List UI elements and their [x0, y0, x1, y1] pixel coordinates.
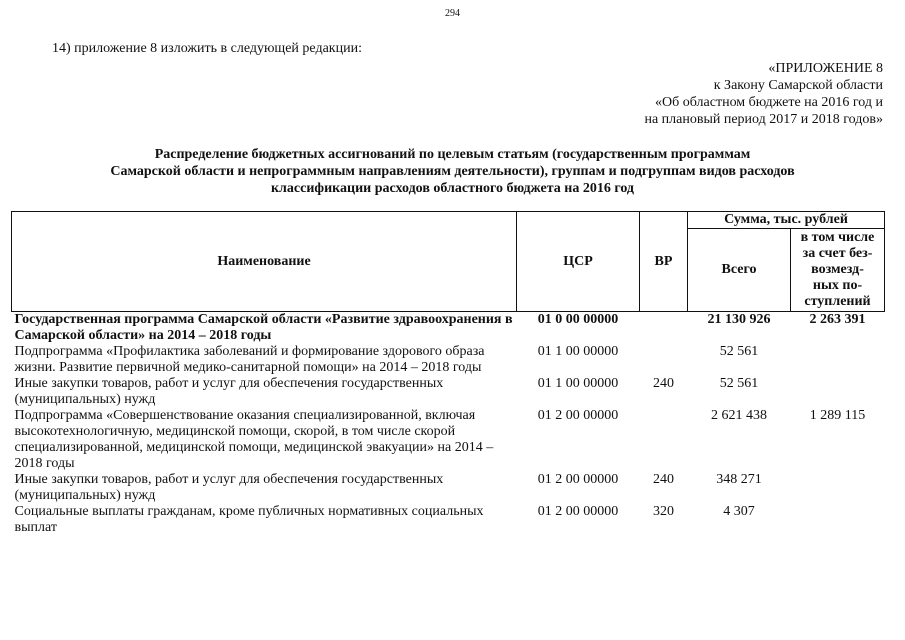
header-incl [791, 229, 885, 312]
cell-vr: 320 [653, 504, 674, 519]
cell-vr [640, 344, 688, 376]
cell-name: Подпрограмма «Профилактика заболеваний и формирование здорового образа жизни. Развитие первичной медико-санитарной помощи» на 2014 – 2018 годы [14, 344, 485, 375]
appendix-header [503, 60, 883, 128]
header-incl-line: ных по- [812, 278, 863, 293]
header-incl-line: за счет без- [802, 246, 873, 261]
cell-vr: 240 [653, 376, 674, 391]
cell-name: Подпрограмма «Совершенствование оказания специализированной, включая высокотехнологичную, медицинской помощи, скорой, в том числе скорой специализированной, медицинской помощи, медицинской эвакуации» на 2014 – 2018 годы [14, 408, 494, 471]
cell-csr: 01 2 00 00000 [537, 472, 619, 487]
table-row [12, 376, 885, 408]
table-row [12, 504, 885, 536]
table-row [12, 472, 885, 504]
header-incl-line: возмезд- [811, 262, 864, 277]
cell-name: Государственная программа Самарской области «Развитие здравоохранения в Самарской области» на 2014 – 2018 годы [12, 312, 517, 345]
cell-csr: 01 0 00 00000 [517, 312, 640, 345]
header-vr: ВР [640, 212, 688, 312]
intro-text: 14) приложение 8 изложить в следующей редакции: [52, 41, 362, 56]
header-csr: ЦСР [517, 212, 640, 312]
cell-total: 52 561 [719, 344, 759, 359]
cell-name: Иные закупки товаров, работ и услуг для обеспечения государственных (муниципальных) нужд [14, 472, 444, 503]
page-number: 294 [445, 8, 460, 19]
appendix-line-2: к Закону Самарской области [713, 78, 883, 93]
table-row [12, 408, 885, 472]
cell-name: Иные закупки товаров, работ и услуг для обеспечения государственных (муниципальных) нужд [14, 376, 444, 407]
cell-total: 52 561 [719, 376, 759, 391]
appendix-line-4: на плановый период 2017 и 2018 годов» [644, 112, 883, 127]
cell-total: 2 621 438 [711, 408, 767, 423]
header-sum: Сумма, тыс. рублей [688, 212, 885, 229]
title-line-1: Распределение бюджетных ассигнований по целевым статьям (государственным программам [154, 147, 751, 162]
appendix-line-1: «ПРИЛОЖЕНИЕ 8 [768, 61, 883, 76]
header-total: Всего [688, 229, 791, 312]
budget-table [11, 211, 885, 536]
cell-vr: 240 [653, 472, 674, 487]
cell-incl: 1 289 115 [809, 408, 866, 423]
table-row [12, 312, 885, 345]
cell-incl [791, 504, 885, 536]
cell-total: 4 307 [723, 504, 755, 519]
cell-incl: 2 263 391 [791, 312, 885, 345]
cell-incl [791, 344, 885, 376]
cell-incl [791, 376, 885, 408]
cell-incl [791, 472, 885, 504]
table-row [12, 344, 885, 376]
title-line-2: Самарской области и непрограммным направлениям деятельности), группам и подгруппам видов расходов [110, 164, 795, 179]
cell-name: Социальные выплаты гражданам, кроме публичных нормативных социальных выплат [14, 504, 484, 535]
cell-csr: 01 2 00 00000 [537, 504, 619, 519]
cell-total: 21 130 926 [688, 312, 791, 345]
header-incl-line: ступлений [804, 294, 871, 309]
document-title [80, 146, 825, 197]
title-line-3: классификации расходов областного бюджета на 2016 год [270, 181, 635, 196]
cell-csr: 01 1 00 00000 [537, 344, 619, 359]
cell-vr [640, 408, 688, 472]
cell-csr: 01 2 00 00000 [537, 408, 619, 423]
appendix-line-3: «Об областном бюджете на 2016 год и [655, 95, 883, 110]
cell-vr [640, 312, 688, 345]
cell-total: 348 271 [716, 472, 762, 487]
header-incl-line: в том числе [800, 230, 875, 245]
cell-csr: 01 1 00 00000 [537, 376, 619, 391]
header-name: Наименование [12, 212, 517, 312]
